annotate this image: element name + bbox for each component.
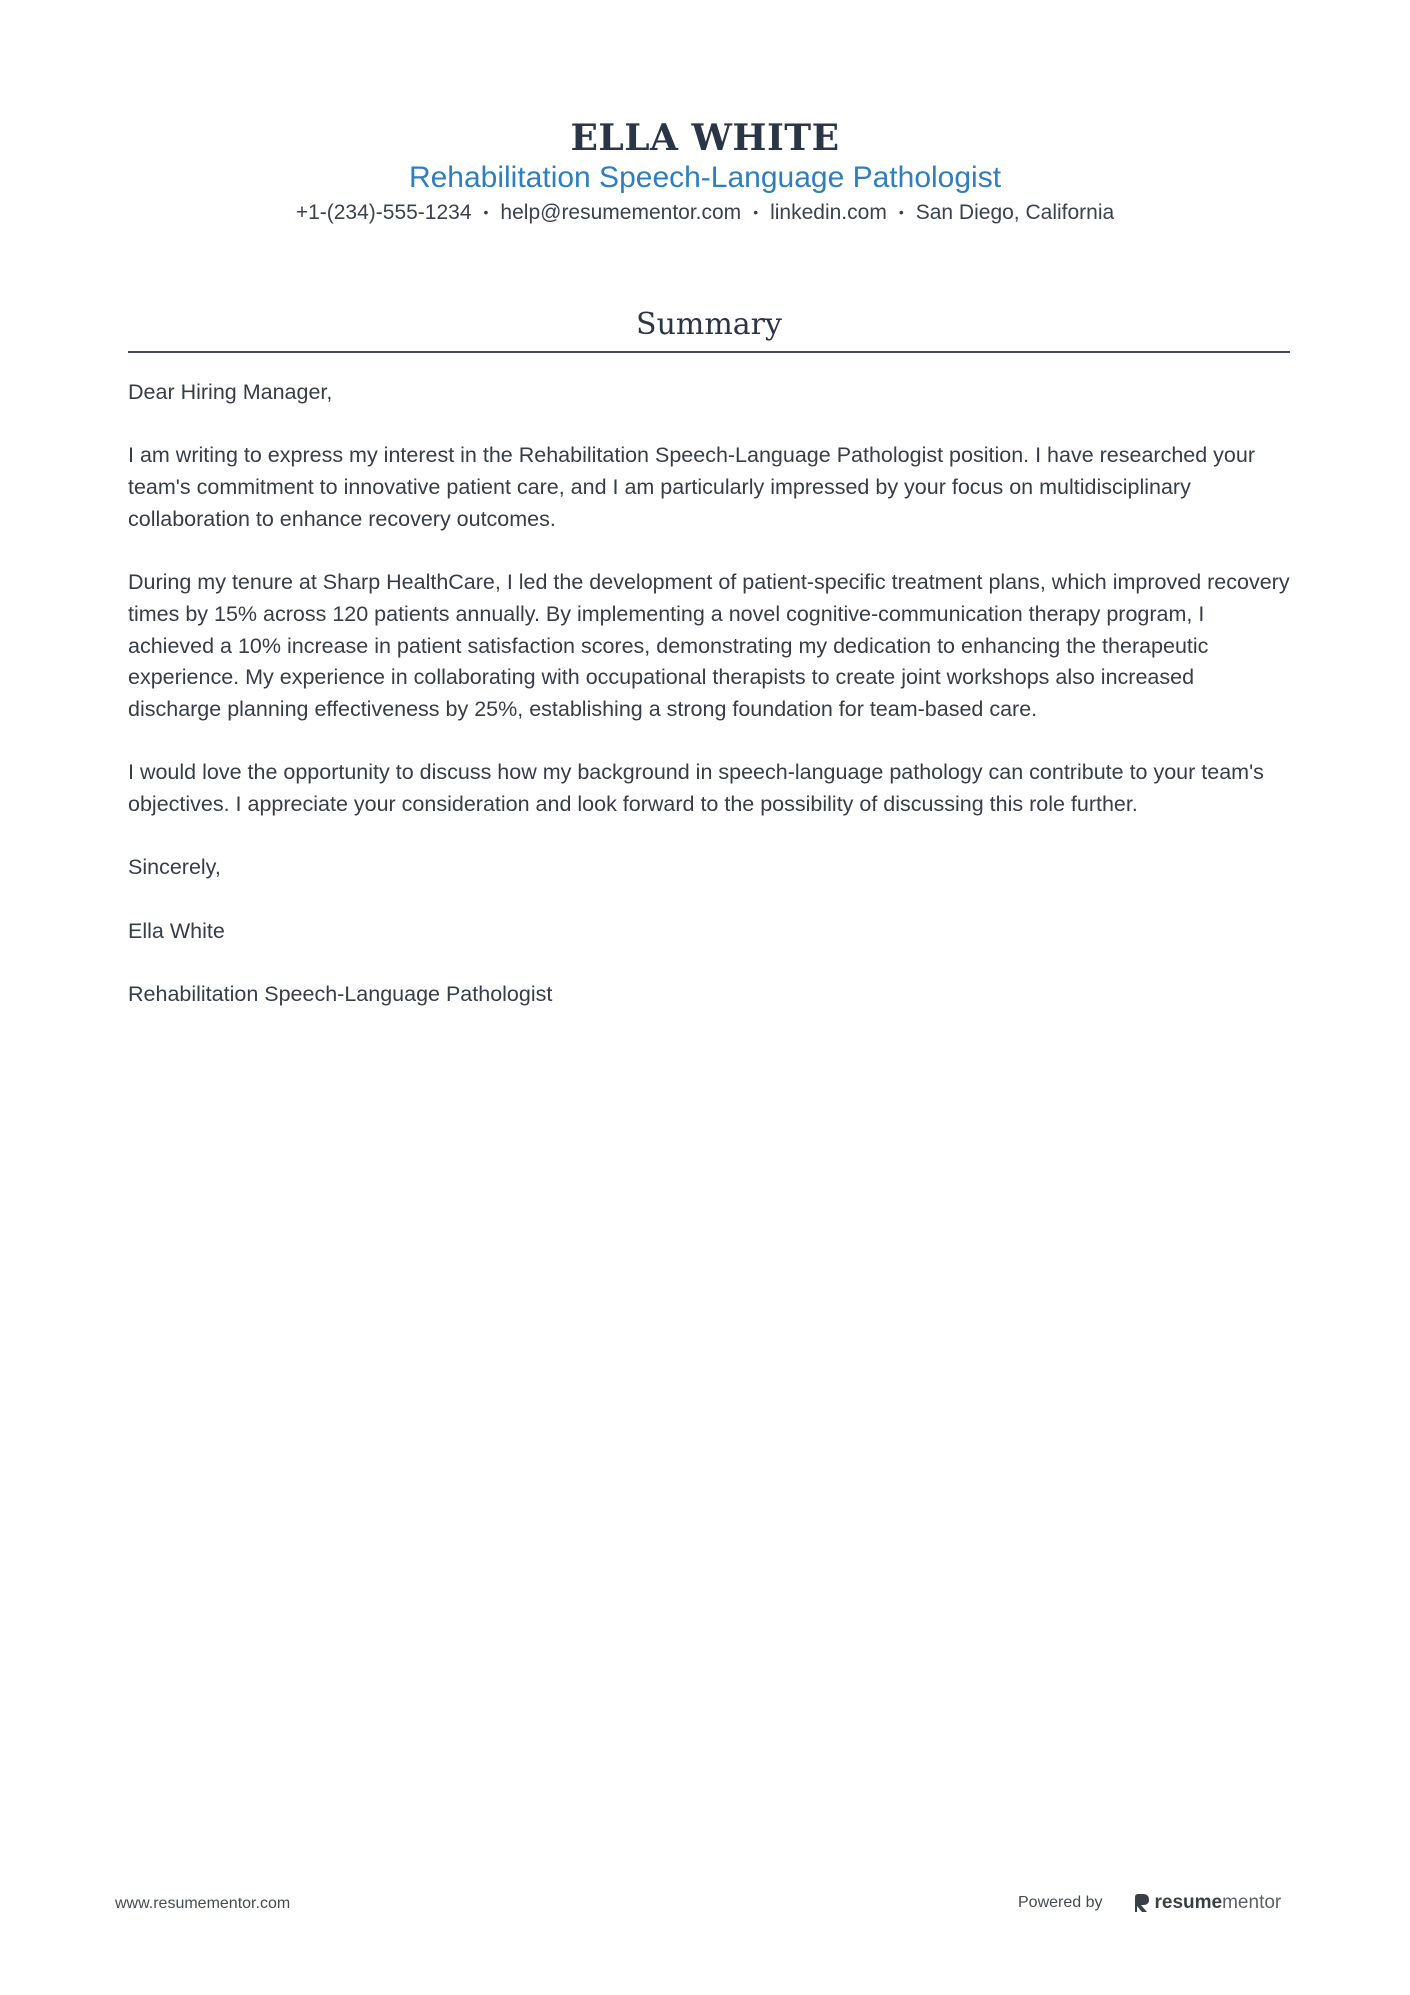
footer-branding [1018, 1892, 1281, 1914]
contact-separator: • [483, 204, 489, 220]
contact-line [0, 197, 1410, 228]
letter-signature: Ella White [128, 918, 225, 943]
summary-section [128, 305, 1290, 1043]
resumementor-logo-icon [1133, 1893, 1151, 1913]
letter-header [0, 116, 1410, 228]
letter-greeting: Dear Hiring Manager, [128, 380, 333, 404]
contact-phone: +1-(234)-555-1234 [295, 201, 472, 224]
powered-by-label: Powered by [1018, 1894, 1103, 1911]
contact-separator: • [898, 204, 904, 220]
contact-separator: • [753, 204, 759, 220]
letter-body [128, 377, 1290, 1011]
section-divider [128, 351, 1290, 353]
letter-paragraph: I would love the opportunity to discuss how my background in speech-language pathology can contribute to your team's objectives. I appreciate your consideration and look forward to the possibility of discussing this role further. [128, 760, 1264, 817]
resumementor-logo[interactable] [1133, 1892, 1282, 1914]
applicant-title: Rehabilitation Speech-Language Pathologist [408, 161, 1002, 194]
logo-text-light: mentor [1222, 1892, 1282, 1913]
section-title: Summary [636, 307, 782, 342]
contact-linkedin[interactable]: linkedin.com [770, 201, 887, 224]
letter-signature-title: Rehabilitation Speech-Language Pathologist [128, 982, 553, 1007]
letter-closing: Sincerely, [128, 855, 221, 880]
contact-location: San Diego, California [915, 201, 1115, 224]
contact-email[interactable]: help@resumementor.com [500, 201, 742, 224]
footer-website[interactable]: www.resumementor.com [115, 1895, 291, 1912]
letter-paragraph: During my tenure at Sharp HealthCare, I led the development of patient-specific treatment plans, which improved recovery times by 15% across 120 patients annually. By implementing a novel cognitive-communication therapy program, I achieved a 10% increase in patient satisfaction scores, demonstrating my dedication to enhancing the therapeutic experience. My experience in collaborating with occupational therapists to create joint workshops also increased discharge planning effectiveness by 25%, establishing a strong foundation for team-based care. [128, 570, 1290, 721]
applicant-name: ELLA WHITE [570, 117, 840, 159]
logo-text-bold: resume [1154, 1892, 1223, 1913]
letter-paragraph: I am writing to express my interest in the Rehabilitation Speech-Language Pathologist position. I have researched your team's commitment to innovative patient care, and I am particularly impressed by your focus on multidisciplinary collaboration to enhance recovery outcomes. [128, 443, 1255, 531]
